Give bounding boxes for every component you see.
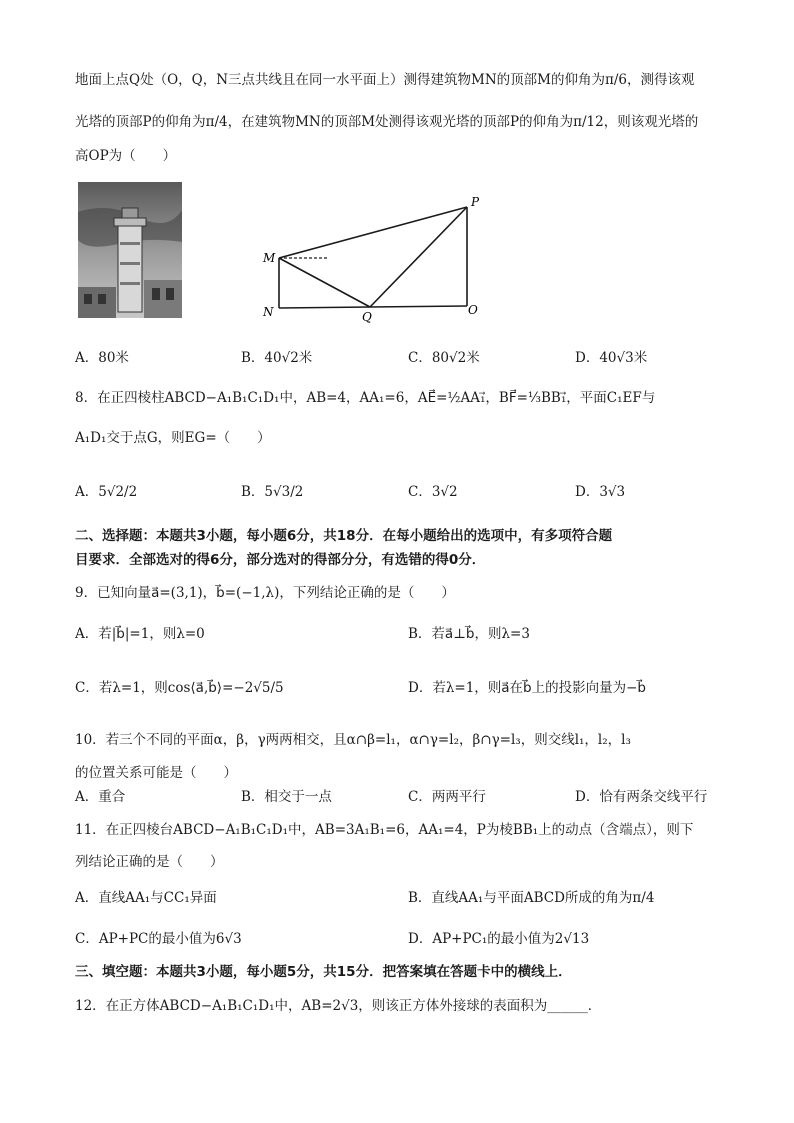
q7-line-2: 光塔的顶部P的仰角为π/4，在建筑物MN的顶部M处测得该观光塔的顶部P的仰角为π/12，则该观光塔的: [75, 114, 699, 130]
q11-option-a[interactable]: A．直线AA₁与CC₁异面: [75, 890, 217, 906]
q10-line-2: 的位置关系可能是（ ）: [75, 765, 237, 781]
q7-option-c[interactable]: C．80√2米: [408, 350, 480, 366]
q11-option-d[interactable]: D．AP+PC₁的最小值为2√13: [408, 931, 590, 947]
geometry-diagram: [255, 190, 495, 325]
q8-option-d[interactable]: D．3√3: [575, 484, 626, 500]
segment-MQ: [279, 258, 370, 307]
section-2-heading: 二、选择题：本题共3小题，每小题6分，共18分．在每小题给出的选项中，有多项符合题: [75, 528, 613, 544]
label-Q: Q: [362, 310, 372, 324]
q8-option-b[interactable]: B．5√3/2: [241, 484, 304, 500]
label-P: P: [471, 195, 480, 209]
segment-QO: [370, 306, 467, 307]
q7-line-3: 高OP为（ ）: [75, 148, 177, 164]
q10-option-b[interactable]: B．相交于一点: [241, 789, 332, 805]
q9-option-a[interactable]: A．若|b⃗|=1，则λ=0: [75, 626, 205, 642]
section-3-heading: 三、填空题：本题共3小题，每小题5分，共15分．把答案填在答题卡中的横线上．: [75, 964, 572, 980]
q8-option-c[interactable]: C．3√2: [408, 484, 458, 500]
q10-option-a[interactable]: A．重合: [75, 789, 126, 805]
q11-line-2: 列结论正确的是（ ）: [75, 854, 224, 870]
q7-line-1: 地面上点Q处（O，Q，N三点共线且在同一水平面上）测得建筑物MN的顶部M的仰角为π/6，测得该观: [75, 72, 695, 88]
label-M: M: [263, 251, 276, 265]
q7-option-d[interactable]: D．40√3米: [575, 350, 648, 366]
q12-line-1: 12．在正方体ABCD−A₁B₁C₁D₁中，AB=2√3，则该正方体外接球的表面积为______．: [75, 998, 602, 1014]
q8-option-a[interactable]: A．5√2/2: [75, 484, 138, 500]
q7-option-a[interactable]: A．80米: [75, 350, 129, 366]
q8-line-1: 8．在正四棱柱ABCD−A₁B₁C₁D₁中，AB=4，AA₁=6，AE⃗=½AA₁⃗，BF⃗=⅓BB₁⃗，平面C₁EF与: [75, 390, 656, 406]
segment-QP: [370, 207, 467, 307]
segment-NQ: [279, 307, 370, 308]
q10-line-1: 10．若三个不同的平面α，β，γ两两相交，且α∩β=l₁，α∩γ=l₂，β∩γ=l₃，则交线l₁，l₂，l₃: [75, 732, 631, 748]
q11-line-1: 11．在正四棱台ABCD−A₁B₁C₁D₁中，AB=3A₁B₁=6，AA₁=4，P为棱BB₁上的动点（含端点），则下: [75, 822, 694, 838]
label-N: N: [263, 305, 274, 319]
q7-option-b[interactable]: B．40√2米: [241, 350, 313, 366]
tower-photo: [78, 182, 182, 318]
q8-line-2: A₁D₁交于点G，则EG=（ ）: [75, 430, 271, 446]
q10-option-c[interactable]: C．两两平行: [408, 789, 486, 805]
q10-option-d[interactable]: D．恰有两条交线平行: [575, 789, 708, 805]
segment-MP: [279, 207, 467, 258]
q11-option-c[interactable]: C．AP+PC的最小值为6√3: [75, 931, 242, 947]
q9-option-b[interactable]: B．若a⃗⊥b⃗，则λ=3: [408, 626, 530, 642]
q9-option-d[interactable]: D．若λ=1，则a⃗在b⃗上的投影向量为−b⃗: [408, 680, 647, 696]
q11-option-b[interactable]: B．直线AA₁与平面ABCD所成的角为π/4: [408, 890, 655, 906]
section-2-heading-cont: 目要求．全部选对的得6分，部分选对的得部分分，有选错的得0分．: [75, 552, 486, 568]
q9-option-c[interactable]: C．若λ=1，则cos⟨a⃗,b⃗⟩=−2√5/5: [75, 680, 284, 696]
label-O: O: [468, 303, 478, 317]
q9-line-1: 9．已知向量a⃗=(3,1)，b⃗=(−1,λ)，下列结论正确的是（ ）: [75, 585, 455, 601]
